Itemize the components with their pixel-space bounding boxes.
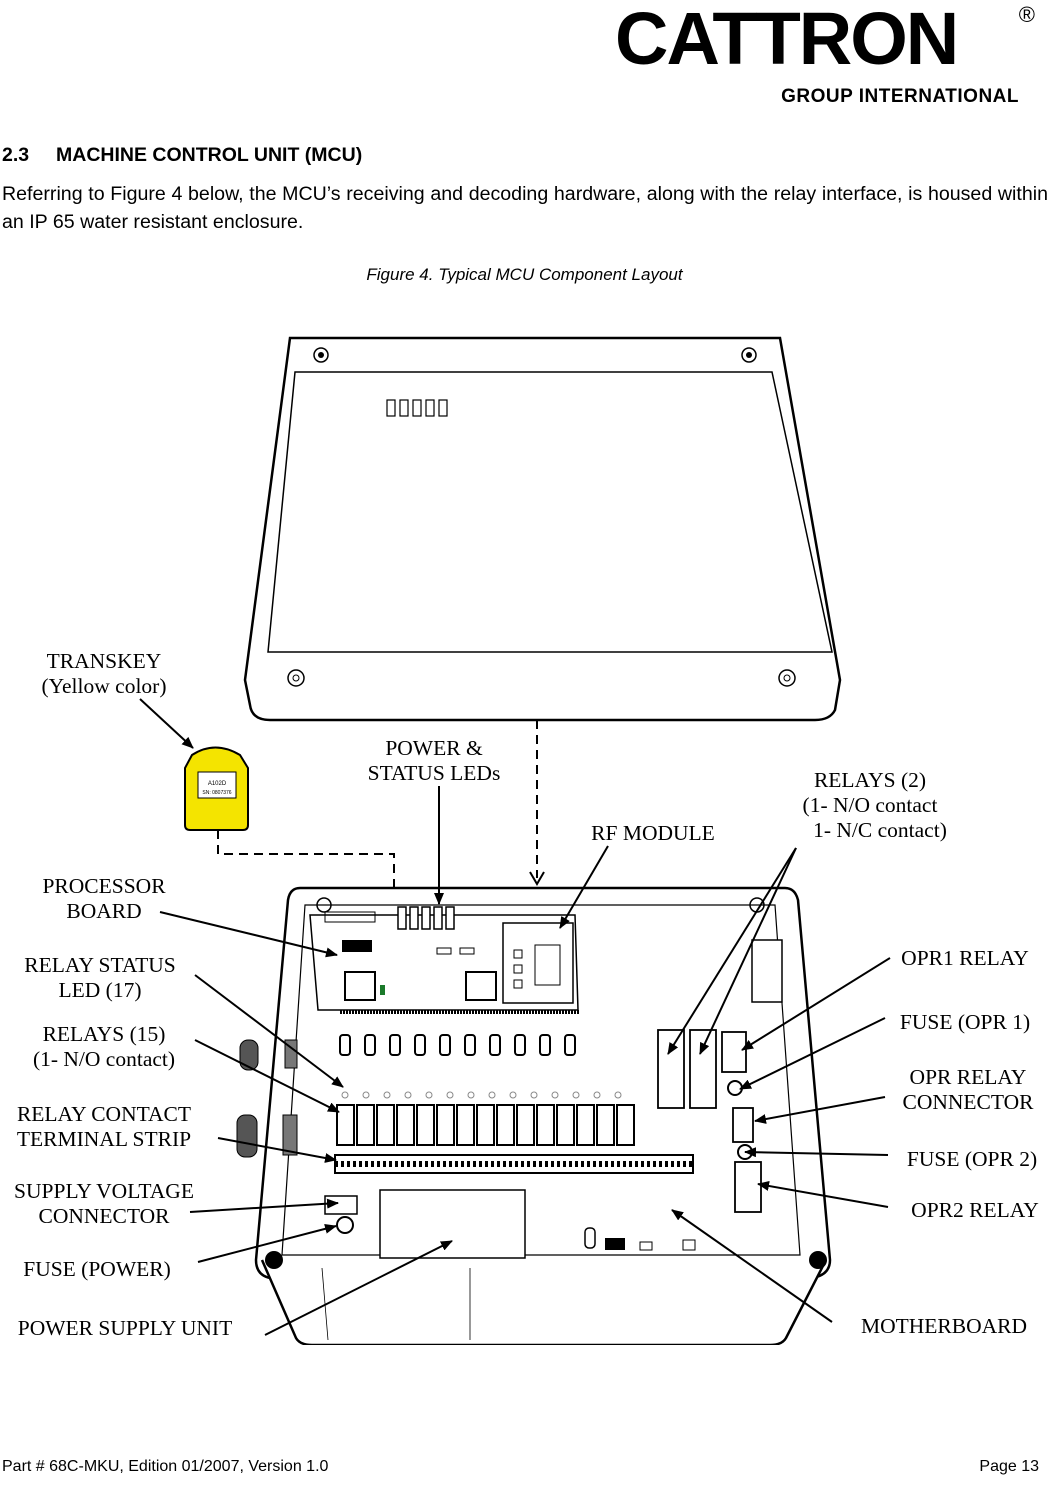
label-relay-status-led: LED (17) [58, 978, 142, 1002]
opr1-relay [722, 1032, 746, 1072]
section-heading [2, 144, 362, 167]
footer-page-number: Page 13 [979, 1458, 1039, 1475]
label-supply-connector: CONNECTOR [38, 1204, 170, 1228]
processor-board [310, 907, 580, 1012]
label-relays-2: RELAYS (2) [813, 768, 927, 792]
mcu-component-diagram [0, 300, 1049, 1345]
opr-relay-b [690, 1030, 716, 1108]
footer-part-number: Part # 68C-MKU, Edition 01/2007, Version 1.0 [2, 1458, 329, 1475]
label-terminal-strip: TERMINAL STRIP [16, 1127, 192, 1151]
section-number: 2.3 [2, 144, 30, 166]
label-fuse-opr2: FUSE (OPR 2) [906, 1147, 1038, 1171]
power-supply-unit [380, 1190, 525, 1258]
label-power-leds: POWER & [385, 736, 483, 760]
label-status-leds: STATUS LEDs [367, 761, 501, 785]
power-fuse [337, 1217, 353, 1233]
label-opr-connector: CONNECTOR [902, 1090, 1034, 1114]
opr-relay-a [658, 1030, 684, 1108]
transkey-tag-line1: A102D [207, 781, 227, 787]
label-opr2-relay: OPR2 RELAY [911, 1198, 1039, 1222]
label-relay-status: RELAY STATUS [24, 953, 176, 977]
label-fuse-power: FUSE (POWER) [23, 1257, 171, 1281]
logo-subtitle: GROUP INTERNATIONAL [781, 86, 1019, 107]
label-fuse-opr1: FUSE (OPR 1) [899, 1010, 1031, 1034]
transkey-tag-line2: SN: 0807376 [202, 790, 232, 796]
label-relays-2-nc: 1- N/C contact) [813, 818, 947, 842]
label-relays-2-no: (1- N/O contact [802, 793, 938, 817]
logo-wordmark: CATTRON [615, 0, 958, 80]
opr2-relay [735, 1162, 761, 1212]
enclosure-lid [245, 338, 840, 720]
label-relay-contact: RELAY CONTACT [16, 1102, 192, 1126]
label-relays-15: RELAYS (15) [42, 1022, 166, 1046]
body-paragraph: Referring to Figure 4 below, the MCU’s receiving and decoding hardware, along with the relay interface, is housed within an IP 65 water resistant enclosure. [2, 183, 1048, 233]
label-transkey: TRANSKEY [46, 649, 162, 673]
label-opr-relay: OPR RELAY [909, 1065, 1027, 1089]
label-transkey-color: (Yellow color) [41, 674, 167, 698]
transkey-device [185, 748, 248, 831]
supply-connector [325, 1196, 357, 1214]
section-title: MACHINE CONTROL UNIT (MCU) [56, 144, 363, 166]
terminal-strip [335, 1155, 693, 1173]
label-rf-module: RF MODULE [591, 821, 715, 845]
label-opr1-relay: OPR1 RELAY [901, 946, 1029, 970]
label-processor-board: BOARD [66, 899, 142, 923]
figure-caption: Figure 4. Typical MCU Component Layout [366, 265, 683, 284]
label-power-supply-unit: POWER SUPPLY UNIT [17, 1316, 233, 1340]
label-processor: PROCESSOR [42, 874, 166, 898]
registered-mark: ® [1018, 2, 1035, 27]
label-supply-voltage: SUPPLY VOLTAGE [14, 1179, 194, 1203]
cattron-logo [615, 2, 1035, 107]
relay-bank-15 [337, 1105, 634, 1145]
label-relays-15-no: (1- N/O contact) [32, 1047, 176, 1071]
label-motherboard: MOTHERBOARD [860, 1314, 1028, 1338]
